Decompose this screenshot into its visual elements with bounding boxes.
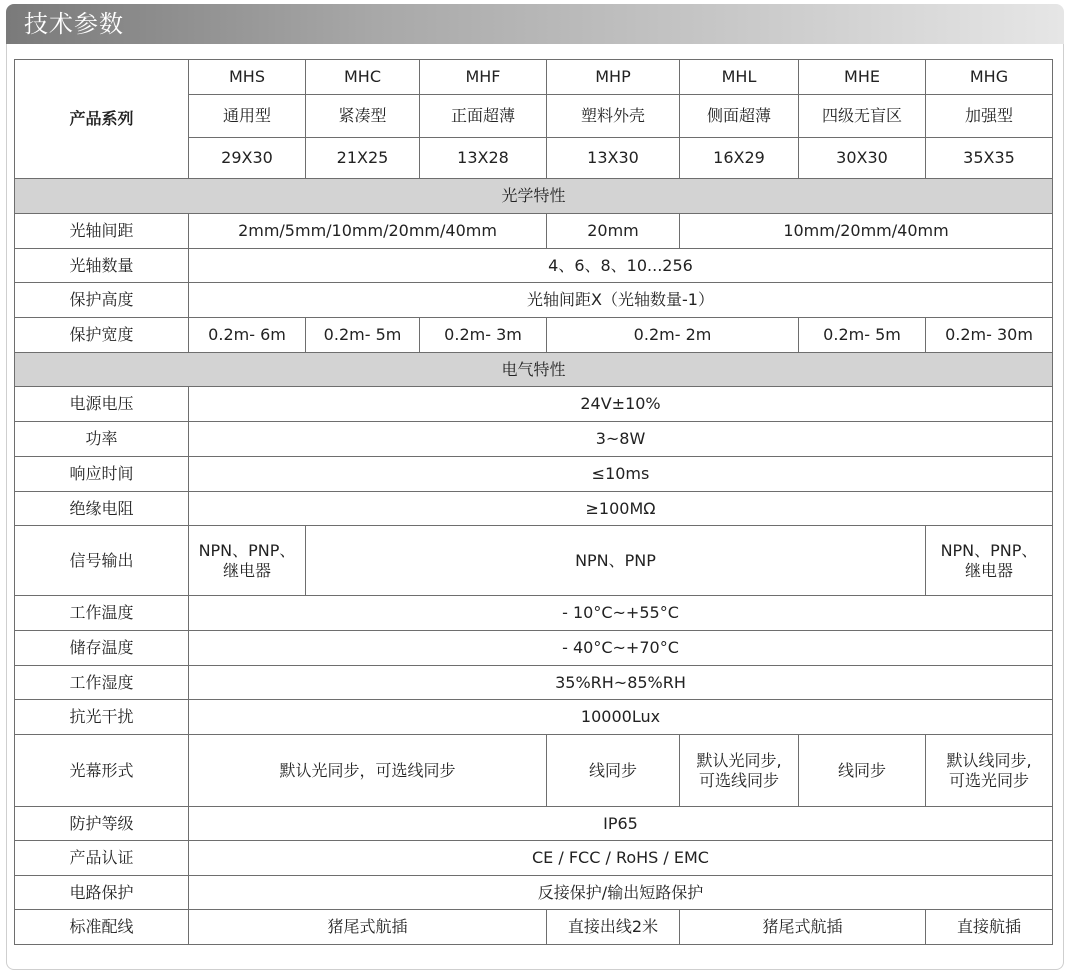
model-code: MHC xyxy=(306,60,420,95)
row-label: 工作湿度 xyxy=(15,666,189,700)
row-label: 信号输出 xyxy=(15,526,189,596)
table-row xyxy=(15,526,1053,596)
table-row xyxy=(15,596,1053,631)
header-bar xyxy=(6,4,1064,44)
table-cell: IP65 xyxy=(189,807,1053,841)
model-type: 加强型 xyxy=(926,95,1053,138)
table-cell: - 40°C~+70°C xyxy=(189,631,1053,666)
row-label: 保护宽度 xyxy=(15,318,189,353)
model-size: 16X29 xyxy=(680,138,799,179)
table-row xyxy=(15,249,1053,283)
table-cell: CE / FCC / RoHS / EMC xyxy=(189,841,1053,876)
row-label: 光轴间距 xyxy=(15,214,189,249)
table-cell: 10mm/20mm/40mm xyxy=(680,214,1053,249)
row-label: 产品认证 xyxy=(15,841,189,876)
section-title-optical: 光学特性 xyxy=(15,179,1053,214)
table-row xyxy=(15,387,1053,422)
section-row xyxy=(15,353,1053,387)
model-code: MHL xyxy=(680,60,799,95)
table-cell: 0.2m- 6m xyxy=(189,318,306,353)
table-cell: 10000Lux xyxy=(189,700,1053,735)
model-size: 30X30 xyxy=(799,138,926,179)
model-code: MHP xyxy=(547,60,680,95)
row-label: 光轴数量 xyxy=(15,249,189,283)
table-cell xyxy=(926,526,1053,596)
row-label: 保护高度 xyxy=(15,283,189,318)
table-cell: 0.2m- 3m xyxy=(420,318,547,353)
table-row xyxy=(15,318,1053,353)
model-type: 塑料外壳 xyxy=(547,95,680,138)
table-cell: ≥100MΩ xyxy=(189,492,1053,526)
series-label: 产品系列 xyxy=(15,60,189,179)
table-cell: 直接航插 xyxy=(926,910,1053,945)
table-row xyxy=(15,700,1053,735)
row-label: 响应时间 xyxy=(15,457,189,492)
model-size: 13X30 xyxy=(547,138,680,179)
table-cell xyxy=(680,735,799,807)
row-label: 抗光干扰 xyxy=(15,700,189,735)
row-label: 防护等级 xyxy=(15,807,189,841)
table-cell: 直接出线2米 xyxy=(547,910,680,945)
table-cell: 4、6、8、10...256 xyxy=(189,249,1053,283)
model-type: 正面超薄 xyxy=(420,95,547,138)
cell-line: 默认光同步, xyxy=(696,750,782,770)
table-row xyxy=(15,910,1053,945)
table-cell: 0.2m- 2m xyxy=(547,318,799,353)
table-cell xyxy=(926,735,1053,807)
model-code: MHS xyxy=(189,60,306,95)
model-code: MHE xyxy=(799,60,926,95)
cell-line: 继电器 xyxy=(964,560,1013,580)
row-label: 电源电压 xyxy=(15,387,189,422)
model-type: 通用型 xyxy=(189,95,306,138)
table-row xyxy=(15,492,1053,526)
spec-table xyxy=(14,59,1053,945)
row-label: 电路保护 xyxy=(15,876,189,910)
row-label: 绝缘电阻 xyxy=(15,492,189,526)
page-title: 技术参数 xyxy=(24,10,124,38)
table-cell: 0.2m- 5m xyxy=(306,318,420,353)
table-cell: 反接保护/输出短路保护 xyxy=(189,876,1053,910)
table-cell: 20mm xyxy=(547,214,680,249)
table-row xyxy=(15,631,1053,666)
table-row xyxy=(15,735,1053,807)
model-code: MHF xyxy=(420,60,547,95)
model-code: MHG xyxy=(926,60,1053,95)
row-label: 标准配线 xyxy=(15,910,189,945)
model-type: 紧凑型 xyxy=(306,95,420,138)
table-cell: 35%RH~85%RH xyxy=(189,666,1053,700)
table-cell xyxy=(189,526,306,596)
model-type: 侧面超薄 xyxy=(680,95,799,138)
model-size: 13X28 xyxy=(420,138,547,179)
table-cell: 2mm/5mm/10mm/20mm/40mm xyxy=(189,214,547,249)
table-cell: 猪尾式航插 xyxy=(189,910,547,945)
table-cell: 24V±10% xyxy=(189,387,1053,422)
table-row xyxy=(15,841,1053,876)
model-size: 21X25 xyxy=(306,138,420,179)
table-cell: 线同步 xyxy=(547,735,680,807)
table-row xyxy=(15,807,1053,841)
table-cell: NPN、PNP xyxy=(306,526,926,596)
row-label: 光幕形式 xyxy=(15,735,189,807)
table-cell: 默认光同步，可选线同步 xyxy=(189,735,547,807)
cell-line: NPN、PNP、 xyxy=(198,540,296,560)
table-cell: - 10°C~+55°C xyxy=(189,596,1053,631)
table-cell: 0.2m- 5m xyxy=(799,318,926,353)
table-row xyxy=(15,876,1053,910)
section-title-electrical: 电气特性 xyxy=(15,353,1053,387)
table-row xyxy=(15,214,1053,249)
table-cell: 0.2m- 30m xyxy=(926,318,1053,353)
section-row xyxy=(15,179,1053,214)
cell-line: 默认线同步, xyxy=(946,750,1032,770)
model-type: 四级无盲区 xyxy=(799,95,926,138)
cell-line: 可选光同步 xyxy=(948,770,1029,790)
row-label: 储存温度 xyxy=(15,631,189,666)
table-cell: 猪尾式航插 xyxy=(680,910,926,945)
table-row xyxy=(15,283,1053,318)
table-cell: 光轴间距X（光轴数量-1） xyxy=(189,283,1053,318)
cell-line: 可选线同步 xyxy=(698,770,779,790)
cell-line: NPN、PNP、 xyxy=(940,540,1038,560)
model-size: 29X30 xyxy=(189,138,306,179)
cell-line: 继电器 xyxy=(222,560,271,580)
table-cell: 线同步 xyxy=(799,735,926,807)
table-cell: ≤10ms xyxy=(189,457,1053,492)
table-row xyxy=(15,457,1053,492)
table-cell: 3~8W xyxy=(189,422,1053,457)
row-label: 功率 xyxy=(15,422,189,457)
table-row xyxy=(15,422,1053,457)
table-row xyxy=(15,666,1053,700)
row-label: 工作温度 xyxy=(15,596,189,631)
table-row xyxy=(15,60,1053,95)
model-size: 35X35 xyxy=(926,138,1053,179)
